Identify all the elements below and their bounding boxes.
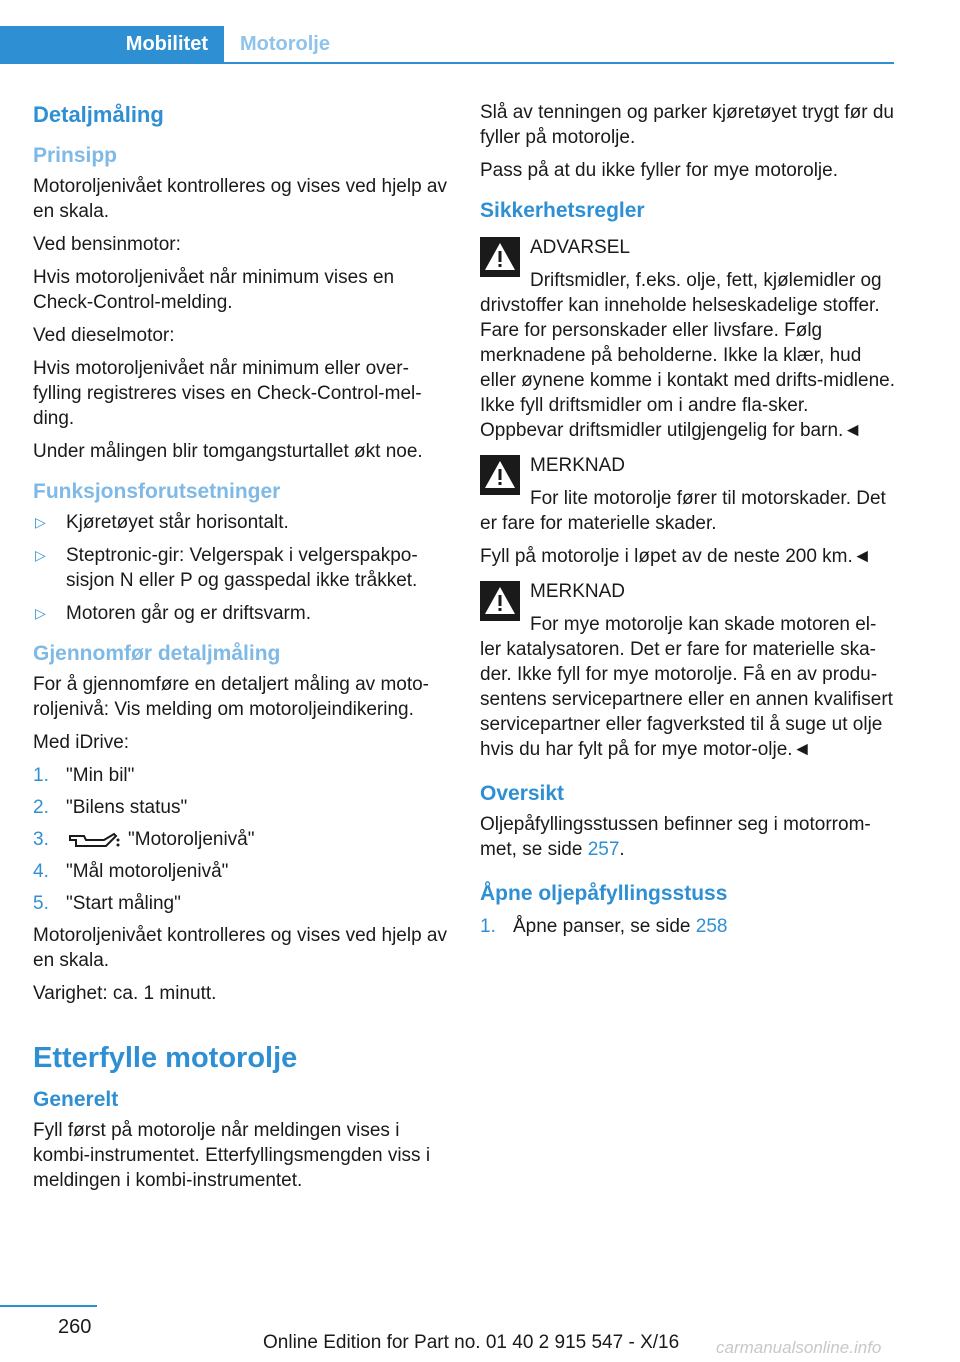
paragraph: Ved bensinmotor: [33, 234, 181, 255]
page-link[interactable]: 257 [587, 839, 620, 860]
list-item: ▷ Kjøretøyet står horisontalt. [35, 512, 289, 533]
warning-text: For lite motorolje fører til motorskader. Det er fare for materielle skader. [480, 488, 886, 534]
paragraph: Under målingen blir tomgangsturtallet økt noe. [33, 441, 423, 462]
page-number: 260 [58, 1316, 92, 1338]
warning-triangle-icon [480, 237, 520, 277]
list-item: 3. "Motoroljenivå" [33, 829, 255, 850]
paragraph: Varighet: ca. 1 minutt. [33, 983, 217, 1004]
warning-text: Fyll på motorolje i løpet av de neste 200 km.◄ [480, 546, 872, 567]
list-item: 1. Åpne panser, se side 258 [480, 916, 728, 937]
heading-gjennomfor: Gjennomfør detaljmåling [33, 642, 281, 665]
paragraph: Fyll først på motorolje når meldingen vises i kombi-instrumentet. Etterfyllingsmengden viss i meldingen i kombi-instrumentet. [33, 1120, 431, 1191]
heading-generelt: Generelt [33, 1088, 119, 1111]
left-column [33, 100, 448, 1201]
list-item: 2. "Bilens status" [33, 797, 188, 818]
triangle-bullet-icon: ▷ [35, 605, 46, 621]
heading-oversikt: Oversikt [480, 782, 565, 805]
list-item: ▷ Steptronic-gir: Velgerspak i velgerspakpo-sisjon N eller P og gasspedal ikke tråkket. [35, 545, 418, 591]
warning-title: ADVARSEL [530, 237, 630, 258]
paragraph: Med iDrive: [33, 732, 130, 753]
list-item: 5. "Start måling" [33, 893, 181, 914]
paragraph: Hvis motoroljenivået når minimum eller over-fylling registreres vises en Check-Control-mel-ding. [33, 358, 422, 429]
footer-divider [0, 1305, 97, 1307]
triangle-bullet-icon: ▷ [35, 547, 46, 563]
paragraph: Motoroljenivået kontrolleres og vises ved hjelp av en skala. [33, 925, 447, 971]
requirements-list [33, 510, 448, 626]
heading-apne-oljepafyllingsstuss: Åpne oljepåfyllingsstuss [480, 882, 728, 905]
paragraph: Ved dieselmotor: [33, 325, 175, 346]
heading-prinsipp: Prinsipp [33, 144, 118, 167]
edition-text: Online Edition for Part no. 01 40 2 915 547 - X/16 [263, 1332, 680, 1353]
header-bar [0, 26, 894, 64]
paragraph: Hvis motoroljenivået når minimum vises en Check-Control-melding. [33, 267, 395, 313]
list-item: 1. "Min bil" [33, 765, 135, 786]
warning-title: MERKNAD [530, 455, 626, 476]
warning-title: MERKNAD [530, 581, 626, 602]
warning-box-merknad [480, 453, 895, 569]
right-column [480, 100, 895, 946]
idrive-steps [33, 763, 448, 916]
warning-text: For mye motorolje kan skade motoren el-ler katalysatoren. Det er fare for materielle ska-der. Ikke fyll for mye motorolje. Få en av produ-sentens servicepartnere eller en annen kvalifisert servicepartner eller fagverksted til å suge ut olje hvis du har fylt på for mye motor-olje.◄ [480, 614, 893, 760]
paragraph: Motoroljenivået kontrolleres og vises ved hjelp av en skala. [33, 176, 447, 222]
chapter-title-etterfylle: Etterfylle motorolje [33, 1042, 298, 1074]
warning-text: Driftsmidler, f.eks. olje, fett, kjølemidler og drivstoffer kan inneholde helseskadelige stoffer. Fare for personskader eller livsfare. Følg merknadene på beholderne. Ikke la klær, hud eller øynene komme i kontakt med drifts-midlene. Ikke fyll driftsmidler om i andre fla-sker. Oppbevar driftsmidler utilgjengelig for barn.◄ [480, 270, 895, 441]
page-link[interactable]: 258 [695, 916, 728, 937]
paragraph: Pass på at du ikke fyller for mye motorolje. [480, 160, 838, 181]
list-item: ▷ Motoren går og er driftsvarm. [35, 603, 311, 624]
section-title-detaljmaling: Detaljmåling [33, 102, 164, 127]
warning-triangle-icon [480, 581, 520, 621]
heading-funksjonsforutsetninger: Funksjonsforutsetninger [33, 480, 281, 503]
triangle-bullet-icon: ▷ [35, 514, 46, 530]
warning-box-merknad [480, 579, 895, 762]
tab-mobilitet[interactable]: Mobilitet [0, 26, 224, 62]
apne-steps [480, 914, 895, 939]
tab-motorolje[interactable]: Motorolje [240, 33, 330, 55]
oil-can-icon [66, 830, 120, 850]
list-item: 4. "Mål motoroljenivå" [33, 861, 229, 882]
paragraph: For å gjennomføre en detaljert måling av moto-roljenivå: Vis melding om motoroljeindikering. [33, 674, 430, 720]
watermark: carmanualsonline.info [716, 1338, 882, 1357]
heading-sikkerhetsregler: Sikkerhetsregler [480, 199, 645, 222]
warning-triangle-icon [480, 455, 520, 495]
warning-box-advarsel [480, 235, 895, 443]
paragraph: Oljepåfyllingsstussen befinner seg i motorrom-met, se side 257. [480, 814, 871, 860]
paragraph: Slå av tenningen og parker kjøretøyet trygt før du fyller på motorolje. [480, 102, 894, 148]
